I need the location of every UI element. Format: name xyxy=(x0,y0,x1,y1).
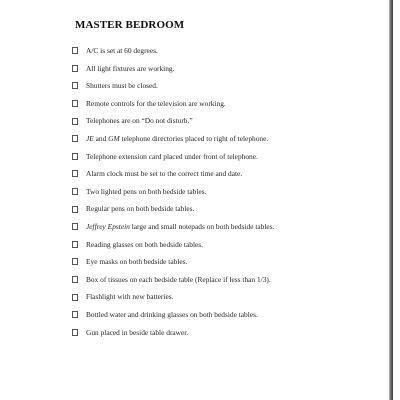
checklist-item-text: Shutters must be closed. xyxy=(86,81,158,91)
checklist-item-text: JE and GM telephone directories placed to right of telephone. xyxy=(86,134,269,144)
italic-name: JE xyxy=(86,134,94,144)
checklist-item-text: Alarm clock must be set to the correct time and date. xyxy=(86,169,243,179)
checkbox-icon xyxy=(72,47,78,54)
checklist-item-text: Gun placed in beside table drawer. xyxy=(86,327,189,337)
page-title: MASTER BEDROOM xyxy=(75,19,185,31)
checklist-item-text: Regular pens on both bedside tables. xyxy=(86,204,195,214)
checklist-item-text: Jeffrey Epstein large and small notepads on both bedside tables. xyxy=(86,222,275,232)
checkbox-icon xyxy=(72,241,78,248)
checkbox-icon xyxy=(72,329,78,336)
checklist xyxy=(72,42,274,341)
checklist-item-text: Reading glasses on both bedside tables. xyxy=(86,239,203,249)
checklist-item-text: A/C is set at 60 degrees. xyxy=(86,46,158,56)
checkbox-icon xyxy=(72,153,78,160)
checkbox-icon xyxy=(72,188,78,195)
checkbox-icon xyxy=(72,135,78,142)
checklist-item xyxy=(72,288,274,306)
scan-page-edge xyxy=(389,0,393,400)
checkbox-icon xyxy=(72,276,78,283)
checkbox-icon xyxy=(72,206,78,213)
checklist-item xyxy=(72,148,274,166)
checklist-item-text: Eye masks on both bedside tables. xyxy=(86,257,188,267)
checklist-item-text: Box of tissues on each bedside table (Replace if less than 1/3). xyxy=(86,274,271,284)
checklist-item xyxy=(72,60,274,78)
checkbox-icon xyxy=(72,65,78,72)
checkbox-icon xyxy=(72,294,78,301)
checklist-item xyxy=(72,324,274,342)
checklist-item-text: Telephone extension card placed under front of telephone. xyxy=(86,151,258,161)
italic-name: Jeffrey Epstein xyxy=(86,222,130,232)
checklist-item-text: Remote controls for the television are working. xyxy=(86,98,226,108)
checkbox-icon xyxy=(72,118,78,125)
checkbox-icon xyxy=(72,223,78,230)
checklist-item-text: Telephones are on “Do not disturb.” xyxy=(86,116,193,126)
checklist-item xyxy=(72,200,274,218)
checklist-item xyxy=(72,236,274,254)
checklist-item xyxy=(72,77,274,95)
checklist-item-text: Flashlight with new batteries. xyxy=(86,292,174,302)
checkbox-icon xyxy=(72,100,78,107)
checklist-item xyxy=(72,130,274,148)
checkbox-icon xyxy=(72,258,78,265)
checklist-item xyxy=(72,306,274,324)
italic-name: GM xyxy=(108,134,120,144)
checkbox-icon xyxy=(72,170,78,177)
checkbox-icon xyxy=(72,311,78,318)
checklist-item-text: Two lighted pens on both bedside tables. xyxy=(86,186,207,196)
checklist-item xyxy=(72,218,274,236)
checklist-item-text: Bottled water and drinking glasses on both bedside tables. xyxy=(86,310,258,319)
checklist-item xyxy=(72,271,274,289)
checklist-item xyxy=(72,183,274,201)
checklist-item xyxy=(72,42,274,60)
checkbox-icon xyxy=(72,82,78,89)
checklist-item-text: All light fixtures are working. xyxy=(86,63,175,73)
checklist-item xyxy=(72,253,274,271)
checklist-item xyxy=(72,95,274,113)
checklist-item xyxy=(72,165,274,183)
checklist-item xyxy=(72,112,274,130)
